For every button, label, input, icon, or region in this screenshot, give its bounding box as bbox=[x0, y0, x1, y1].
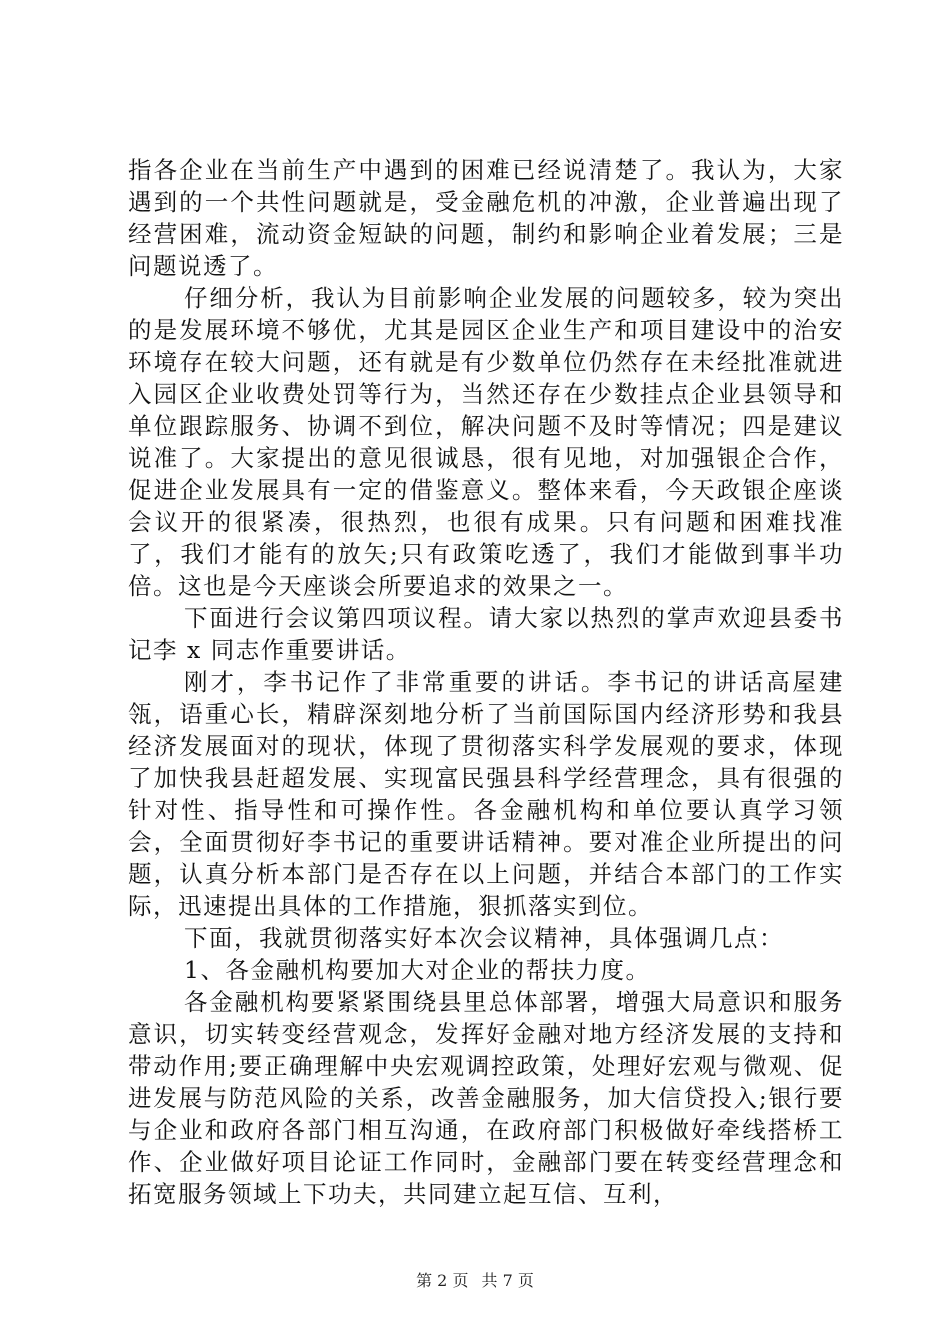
paragraph-7: 各金融机构要紧紧围绕县里总体部署，增强大局意识和服务意识，切实转变经营观念，发挥好金融对地方经济发展的支持和带动作用;要正确理解中央宏观调控政策，处理好宏观与微观、促进发展与防范风险的关系，改善金融服务，加大信贷投入;银行要与企业和政府各部门相互沟通，在政府部门积极做好牵线搭桥工作、企业做好项目论证工作同时，金融部门要在转变经营理念和拓宽服务领域上下功夫，共同建立起互信、互利， bbox=[128, 988, 844, 1208]
paragraph-5: 下面，我就贯彻落实好本次会议精神，具体强调几点： bbox=[184, 924, 784, 952]
paragraph-3: 下面进行会议第四项议程。请大家以热烈的掌声欢迎县委书记李 x 同志作重要讲话。 bbox=[128, 604, 844, 664]
page-footer bbox=[0, 1268, 950, 1291]
page-total: 共 7 页 bbox=[481, 1271, 534, 1290]
paragraph-2: 仔细分析，我认为目前影响企业发展的问题较多，较为突出的是发展环境不够优，尤其是园区企业生产和项目建设中的治安环境存在较大问题，还有就是有少数单位仍然存在未经批准就进入园区企业收费处罚等行为，当然还存在少数挂点企业县领导和单位跟踪服务、协调不到位，解决问题不及时等情况；四是建议说准了。大家提出的意见很诚恳，很有见地，对加强银企合作，促进企业发展具有一定的借鉴意义。整体来看，今天政银企座谈会议开的很紧凑，很热烈，也很有成果。只有问题和困难找准了，我们才能有的放矢;只有政策吃透了，我们才能做到事半功倍。这也是今天座谈会所要追求的效果之一。 bbox=[128, 284, 844, 600]
paragraph-1: 指各企业在当前生产中遇到的困难已经说清楚了。我认为，大家遇到的一个共性问题就是，受金融危机的冲激，企业普遍出现了经营困难，流动资金短缺的问题，制约和影响企业着发展；三是问题说透了。 bbox=[128, 156, 844, 280]
page-number: 第 2 页 bbox=[416, 1271, 469, 1290]
paragraph-4: 刚才，李书记作了非常重要的讲话。李书记的讲话高屋建瓴，语重心长，精辟深刻地分析了当前国际国内经济形势和我县经济发展面对的现状，体现了贯彻落实科学发展观的要求，体现了加快我县赶超发展、实现富民强县科学经营理念，具有很强的针对性、指导性和可操作性。各金融机构和单位要认真学习领会，全面贯彻好李书记的重要讲话精神。要对准企业所提出的问题，认真分析本部门是否存在以上问题，并结合本部门的工作实际，迅速提出具体的工作措施，狠抓落实到位。 bbox=[128, 668, 844, 920]
paragraph-6: 1、各金融机构要加大对企业的帮扶力度。 bbox=[184, 956, 651, 984]
document-body bbox=[128, 154, 844, 1210]
